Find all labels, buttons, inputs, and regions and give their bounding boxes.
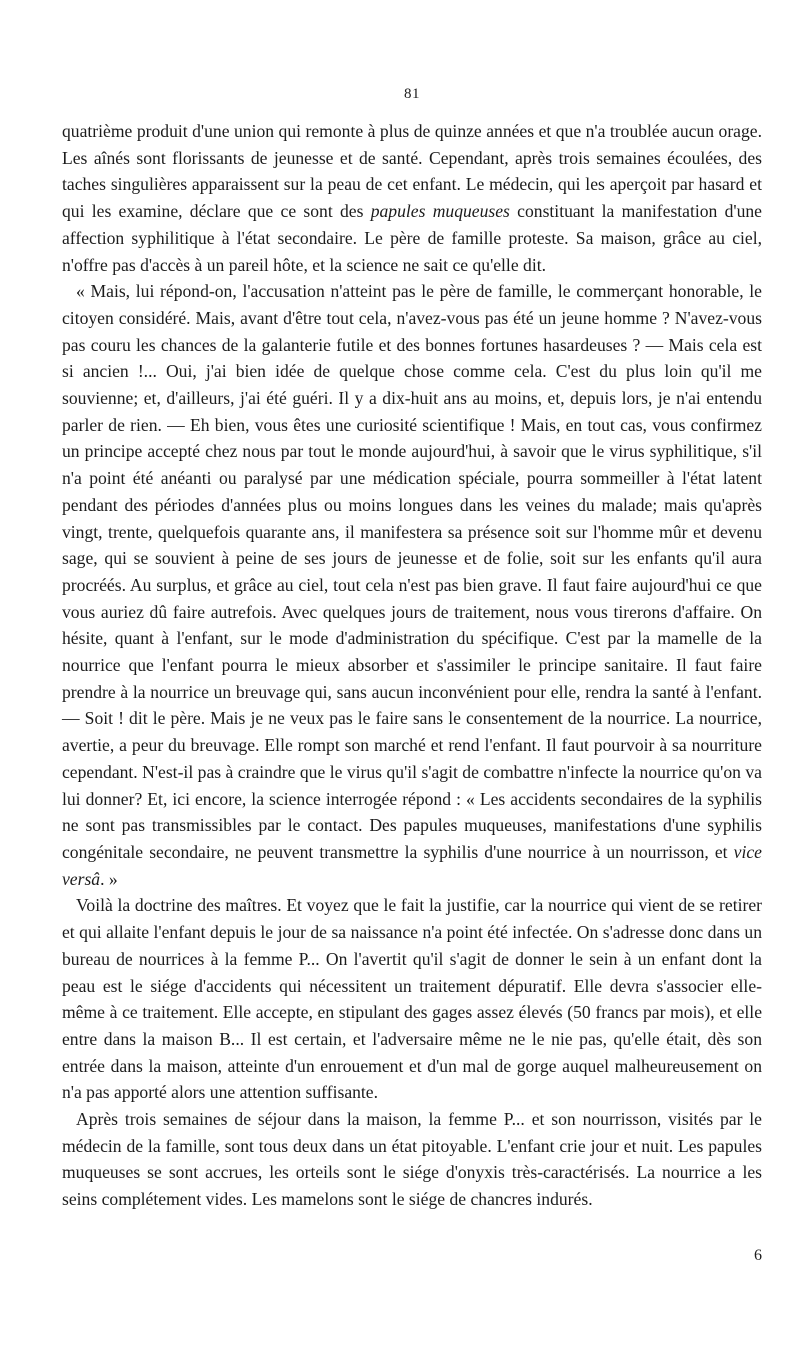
body-text (62, 118, 762, 1213)
paragraph-4 (62, 1106, 762, 1213)
page-number: 81 (404, 86, 420, 102)
paragraph-1 (62, 118, 762, 278)
book-page (62, 0, 762, 1361)
paragraph-1-text-a: quatrième produit d'une union qui remonte à plus de quinze années et que n'a troublée aucun orage. Les aînés sont florissants de jeunesse et de santé. Cependant, après trois semaines écoulées, des taches singulières apparaissent sur la peau de cet enfant. Le médecin, qui les aperçoit par hasard et qui les examine, déclare que ce sont des (62, 121, 762, 222)
paragraph-3 (62, 892, 762, 1106)
paragraph-4-text: Après trois semaines de séjour dans la maison, la femme P... et son nourrisson, visités par le médecin de la famille, sont tous deux dans un état pitoyable. L'enfant crie jour et nuit. Les papules muqueuses se sont accrues, les orteils sont le siége d'onyxis très-caractérisés. La nourrice a les seins complétement vides. Les mamelons sont le siége de chancres indurés. (62, 1109, 762, 1210)
paragraph-3-text: Voilà la doctrine des maîtres. Et voyez que le fait la justifie, car la nourrice qui vient de se retirer et qui allaite l'enfant depuis le jour de sa naissance n'a point été infectée. On s'adresse donc dans un bureau de nourrices à la femme P... On l'avertit qu'il s'agit de donner le sein à un enfant dont la peau est le siége d'accidents qui nécessitent un traitement dépuratif. Elle devra s'associer elle-même à ce traitement. Elle accepte, en stipulant des gages assez élevés (50 francs par mois), et elle entre dans la maison B... Il est certain, et l'adversaire même ne le nie pas, qu'elle était, dès son entrée dans la maison, atteinte d'un enrouement et d'un mal de gorge auquel malheureusement on n'a pas apporté alors une attention suffisante. (62, 895, 762, 1103)
paragraph-2-text-b: . » (100, 868, 118, 889)
paragraph-2 (62, 278, 762, 892)
paragraph-2-text-a: « Mais, lui répond-on, l'accusation n'atteint pas le père de famille, le commerçant honorable, le citoyen considéré. Mais, avant d'être tout cela, n'avez-vous pas été un jeune homme ? N'avez-vous pas couru les chances de la galanterie futile et des bonnes fortunes hasardeuses ? — Mais cela est si ancien !... Oui, j'ai bien idée de quelque chose comme cela. C'est du plus loin qu'il me souvienne; et, d'ailleurs, j'ai été guéri. Il y a dix-huit ans au moins, et, depuis lors, je n'ai entendu parler de rien. — Eh bien, vous êtes une curiosité scientifique ! Mais, en tout cas, vous confirmez un principe accepté chez nous par tout le monde aujourd'hui, à savoir que le virus syphilitique, s'il n'a point été anéanti ou paralysé par une médication spéciale, pourra sommeiller à l'état latent pendant des périodes d'années plus ou moins longues dans les veines du malade; mais qu'après vingt, trente, quelquefois quarante ans, il manifestera sa présence soit sur l'homme mûr et devenu sage, qui se souvient à peine de ses jours de jeunesse et de folie, soit sur les enfants qu'il aura procréés. Au surplus, et grâce au ciel, tout cela n'est pas bien grave. Il faut faire aujourd'hui ce que vous auriez dû faire autrefois. Avec quelques jours de traitement, nous vous tirerons d'affaire. On hésite, quant à l'enfant, sur le mode d'administration du spécifique. C'est par la mamelle de la nourrice que l'enfant pourra le mieux absorber et s'assimiler le principe sanitaire. Il faut faire prendre à la nourrice un breuvage qui, sans aucun inconvénient pour elle, rendra la santé à l'enfant. — Soit ! dit le père. Mais je ne veux pas le faire sans le consentement de la nourrice. La nourrice, avertie, a peur du breuvage. Elle rompt son marché et rend l'enfant. Il faut pourvoir à sa nourriture cependant. N'est-il pas à craindre que le virus qu'il s'agit de combattre n'infecte la nourrice qu'on va lui donner? Et, ici encore, la science interrogée répond : « Les accidents secondaires de la syphilis ne sont pas transmissibles par le contact. Des papules muqueuses, manifestations d'une syphilis congénitale secondaire, ne peuvent transmettre la syphilis d'une nourrice à un nourrisson, et (62, 281, 762, 862)
paragraph-1-italic-term: papules muqueuses (370, 201, 510, 222)
paragraph-2-italic-term: vice versâ (62, 841, 762, 889)
signature-mark: 6 (754, 1247, 762, 1264)
paragraph-1-text-b: constituant la manifestation d'une affection syphilitique à l'état secondaire. Le père de famille proteste. Sa maison, grâce au ciel, n'offre pas d'accès à un pareil hôte, et la science ne sait ce qu'elle dit. (62, 201, 762, 275)
